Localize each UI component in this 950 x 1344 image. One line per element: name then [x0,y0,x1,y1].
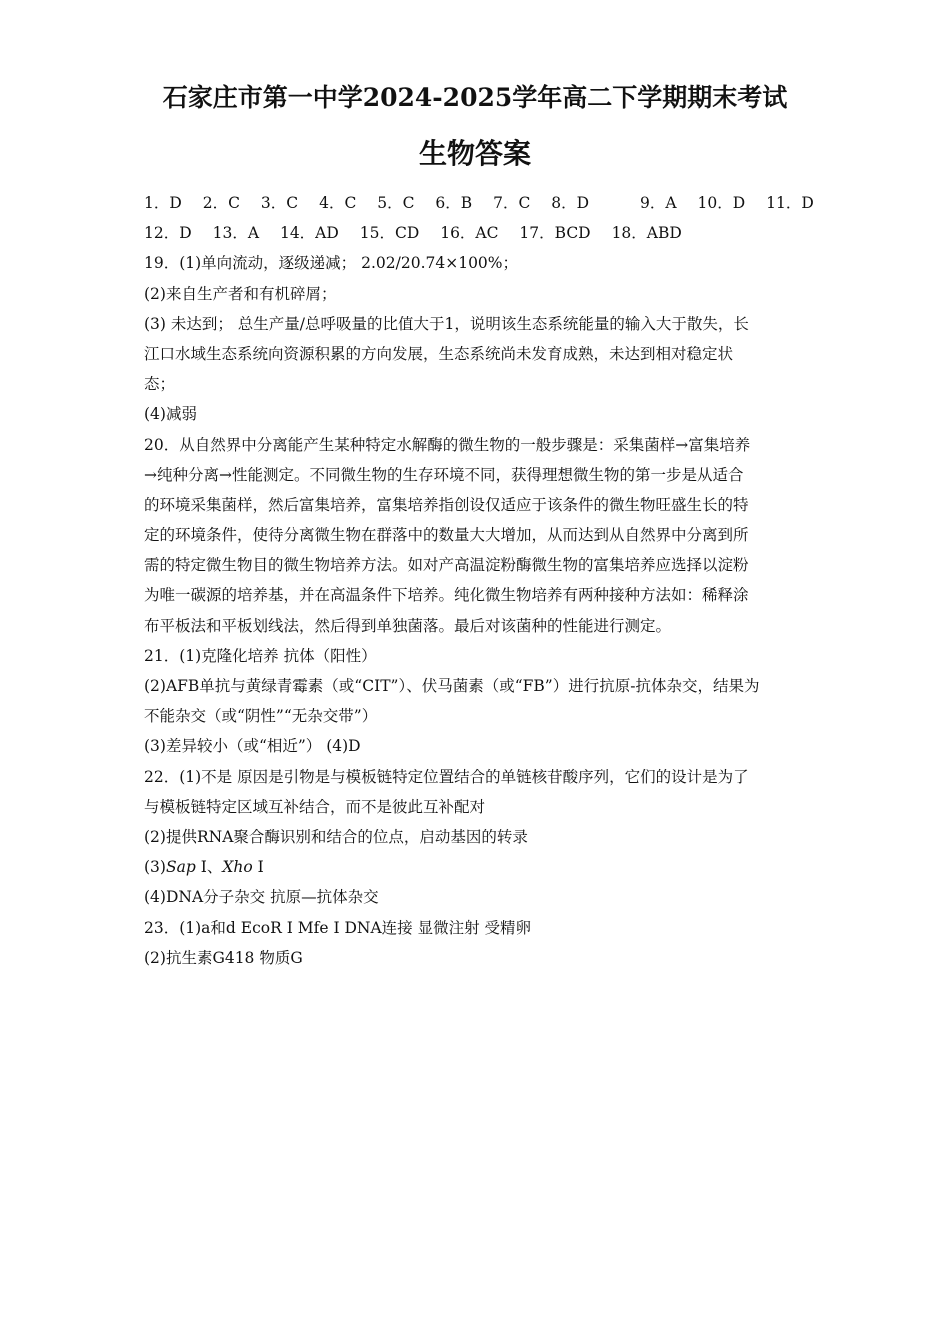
answer-4: 4．C [319,194,357,212]
answer-13: 13．A [212,224,260,243]
q19-line-3b: 江口水域生态系统向资源积累的方向发展，生态系统尚未发育成熟，未达到相对稳定状 [144,344,734,363]
answer-6: 6．B [435,194,473,212]
answer-10: 10．D [697,194,746,212]
q19-line-4: (4)减弱 [144,405,197,424]
choice-answers-row-1 [144,188,814,218]
q20-line: →纯种分离→性能测定。不同微生物的生存环境不同，获得理想微生物的第一步是从适合 [144,465,744,484]
q22-line-3 [144,852,809,882]
answer-3: 3．C [260,194,299,212]
q19-line-1: 19．(1)单向流动，逐级递减； 2.02/20.74×100%； [144,254,519,273]
q23-line-1: 23．(1)a和d EcoR I Mfe I DNA连接 显微注射 受精卵 [144,918,532,937]
q19-line-3c: 态； [144,375,176,394]
q21-line-3: (3)差异较小（或“相近”） (4)D [144,737,361,756]
q22-line-3-mid: I、 [195,858,223,877]
answer-15: 15．CD [359,224,420,243]
answer-5: 5．C [377,194,415,212]
q23-line-2: (2)抗生素G418 物质G [144,948,303,967]
answer-14: 14．AD [279,224,339,243]
q21-line-2a: (2)AFB单抗与黄绿青霉素（或“CIT”）、伏马菌素（或“FB”）进行抗原-抗体杂交，结果为 [144,677,760,695]
q22-line-4: (4)DNA分子杂交 抗原—抗体杂交 [144,888,379,907]
answer-2: 2．C [202,194,240,212]
q21-line-2b: 不能杂交（或“阴性”“无杂交带”） [144,707,378,726]
answer-1: 1．D [144,194,182,212]
q21-line-1: 21．(1)克隆化培养 抗体（阳性） [144,646,377,665]
answer-11: 11．D [766,194,814,212]
q20-line: 布平板法和平板划线法，然后得到单独菌落。最后对该菌种的性能进行测定。 [144,616,672,635]
q22-line-2: (2)提供RNA聚合酶识别和结合的位点，启动基因的转录 [144,827,528,846]
choice-answers-row-2 [144,218,809,248]
q20-line: 20．从自然界中分离能产生某种特定水解酶的微生物的一般步骤是：采集菌样→富集培养 [144,435,751,454]
xho-enzyme-name: Xho [222,858,253,877]
sap-enzyme-name: Sap [165,858,196,877]
q20-line: 定的环境条件，使待分离微生物在群落中的数量大大增加，从而达到从自然界中分离到所 [144,526,749,545]
answer-7: 7．C [493,194,531,212]
q22-line-3-suffix: Ⅰ [252,858,264,877]
q22-line-1b: 与模板链特定区域互补结合，而不是彼此互补配对 [144,797,486,816]
q19-line-3a: (3) 未达到； 总生产量/总呼吸量的比值大于1，说明该生态系统能量的输入大于散失，长 [144,314,749,333]
page-subtitle: 生物答案 [418,137,531,170]
q19-line-2: (2)来自生产者和有机碎屑； [144,284,337,303]
answer-18: 18．ABD [611,224,682,243]
q20-line: 为唯一碳源的培养基，并在高温条件下培养。纯化微生物培养有两种接种方法如：稀释涂 [144,586,749,605]
page-title: 石家庄市第一中学2024-2025学年高二下学期期末考试 [162,83,788,112]
q20-line: 需的特定微生物目的微生物培养方法。如对产高温淀粉酶微生物的富集培养应选择以淀粉 [144,556,749,575]
answer-16: 16．AC [440,224,499,243]
q22-line-3-prefix: (3) [144,858,166,877]
answer-9: 9．A [640,194,677,212]
answer-12: 12．D [144,224,192,243]
q22-line-1a: 22．(1)不是 原因是引物是与模板链特定位置结合的单链核苷酸序列，它们的设计是为了 [144,767,749,786]
q20-line: 的环境采集菌样，然后富集培养，富集培养指创设仅适应于该条件的微生物旺盛生长的特 [144,495,749,514]
answer-17: 17．BCD [519,224,591,243]
answers-body [144,188,814,973]
answer-8: 8．D [551,194,590,212]
